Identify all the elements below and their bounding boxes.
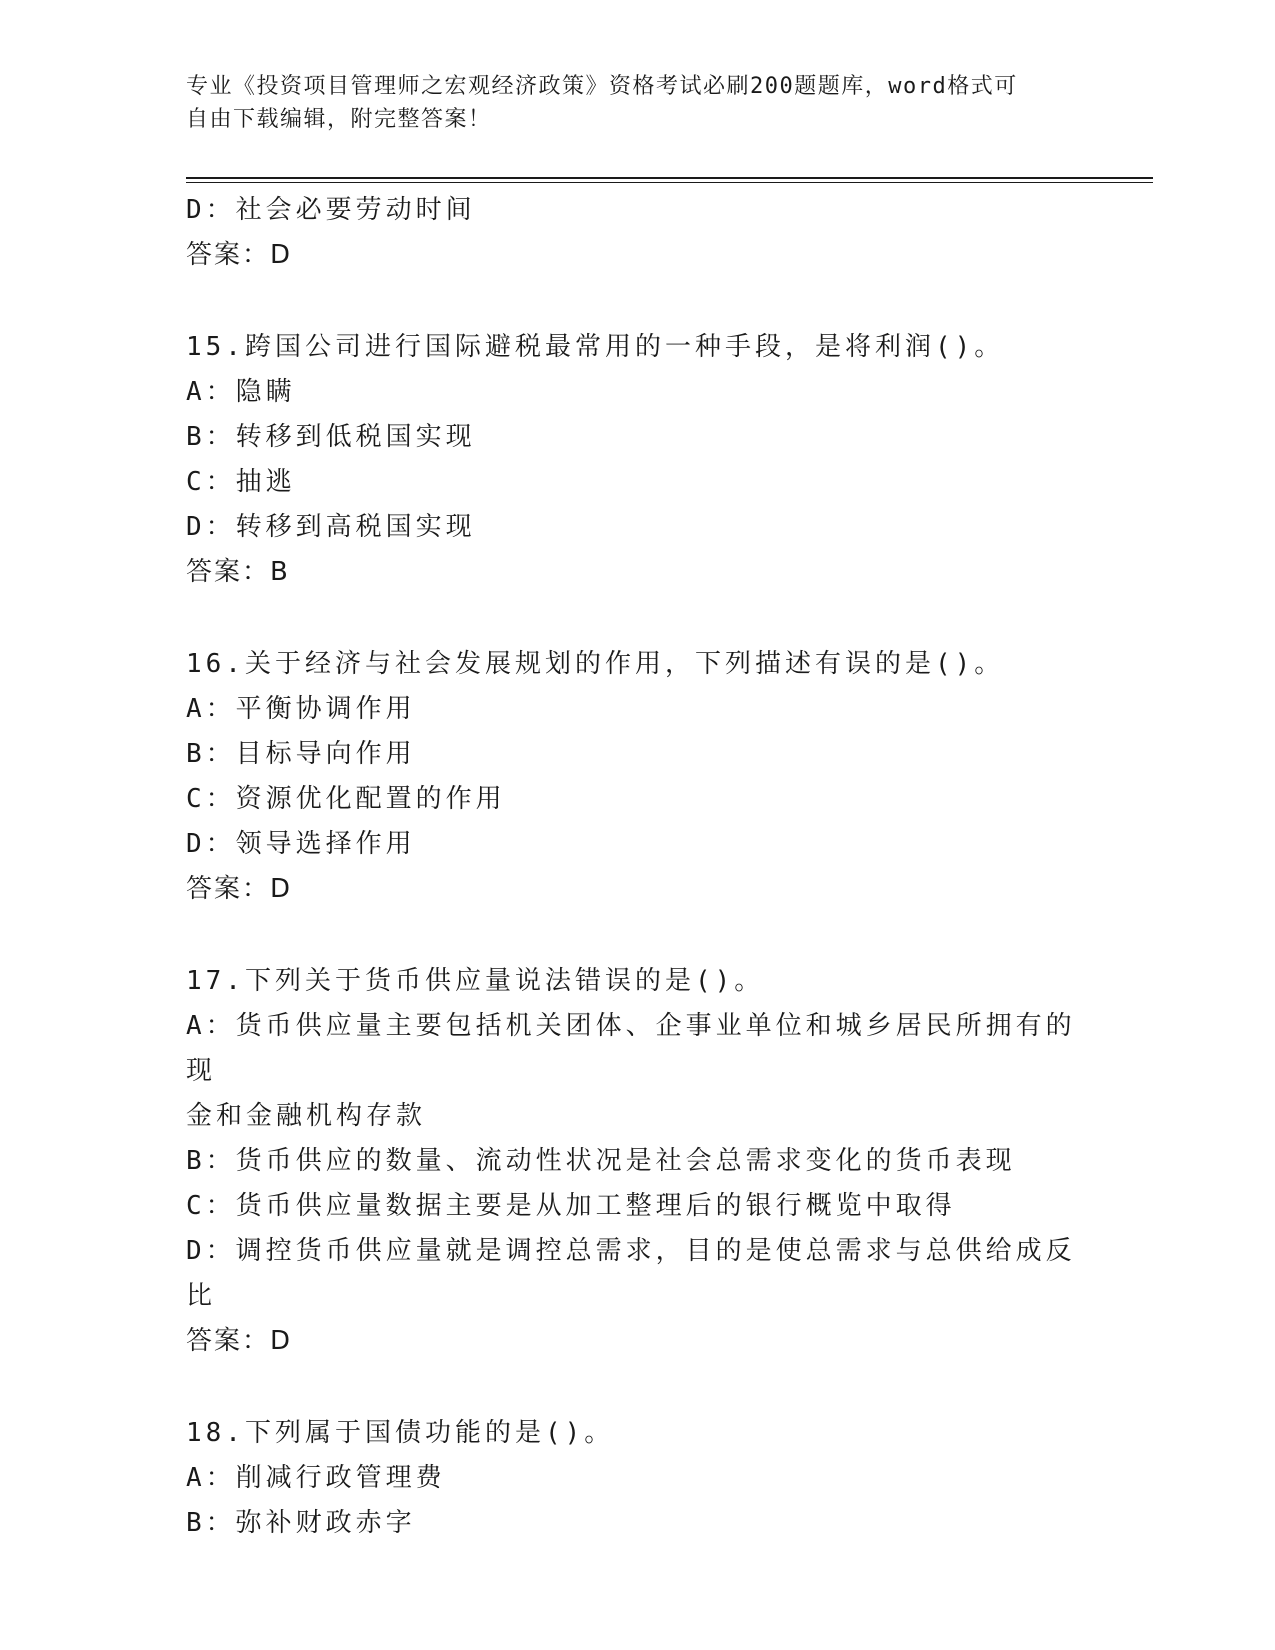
question-list [186,188,1086,1546]
answer: 答案：D [186,874,293,904]
option-b: B：转移到低税国实现 [186,422,476,452]
option-a: A：平衡协调作用 [186,694,416,724]
answer: 答案：D [186,1326,293,1356]
question-text: 15.跨国公司进行国际避税最常用的一种手段，是将利润()。 [186,332,1005,362]
header-line-2: 自由下载编辑，附完整答案！ [186,107,492,132]
option-a: A：隐瞒 [186,377,296,407]
option-d: D：调控货币供应量就是调控总需求，目的是使总需求与总供给成反比 [186,1236,1076,1311]
answer: 答案：B [186,557,290,587]
header-divider-thick [186,177,1153,179]
answer: 答案：D [186,240,293,270]
question-text: 18.下列属于国债功能的是()。 [186,1418,615,1448]
question-text: 16.关于经济与社会发展规划的作用，下列描述有误的是()。 [186,649,1005,679]
question-text: 17.下列关于货币供应量说法错误的是()。 [186,966,765,996]
option-c: C：货币供应量数据主要是从加工整理后的银行概览中取得 [186,1191,956,1221]
option-b: B：弥补财政赤字 [186,1508,416,1538]
option-b: B：货币供应的数量、流动性状况是社会总需求变化的货币表现 [186,1146,1016,1176]
option-c: C：资源优化配置的作用 [186,784,506,814]
previous-question-tail [186,188,1086,278]
header-divider-thin [186,182,1153,183]
option-c: C：抽逃 [186,467,296,497]
option-a: A：削减行政管理费 [186,1463,446,1493]
document-header [186,70,1086,136]
header-line-1: 专业《投资项目管理师之宏观经济政策》资格考试必刷200题题库，word格式可 [186,74,1018,99]
option-d: D：社会必要劳动时间 [186,195,476,225]
question-16 [186,642,1086,912]
option-d: D：转移到高税国实现 [186,512,476,542]
option-a [186,1004,1086,1139]
question-15 [186,325,1086,595]
option-b: B：目标导向作用 [186,739,416,769]
question-17 [186,959,1086,1364]
option-a-line-2: 金和金融机构存款 [186,1101,427,1131]
option-d: D：领导选择作用 [186,829,416,859]
question-18 [186,1411,1086,1546]
option-a-line-1: A：货币供应量主要包括机关团体、企事业单位和城乡居民所拥有的现 [186,1011,1076,1086]
